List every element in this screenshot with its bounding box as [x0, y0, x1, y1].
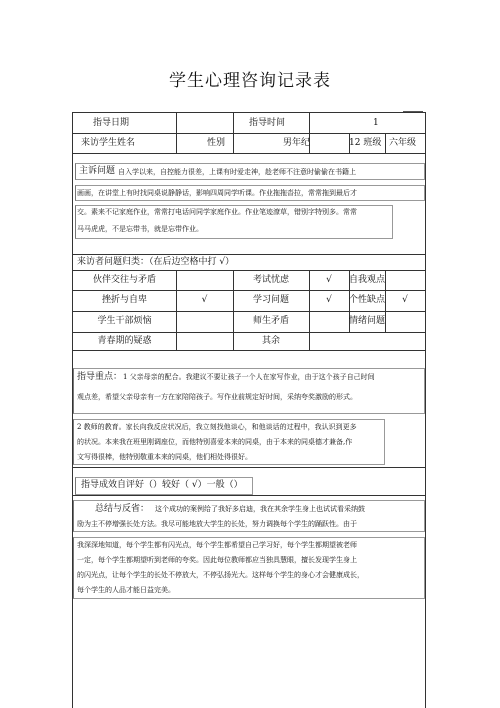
effect-self-evaluation: 指导成效自评好（）较好（ √）一般（） — [81, 480, 243, 490]
focus-line: 的状况。本来我在班里刚调座位，而他特别喜爱本来的同桌，由于本来的同桌德才兼备,作 — [77, 438, 353, 446]
summary-line: 这个成功的案例给了我好多启迪，我在其余学生身上也试试看采纳鼓 — [155, 505, 365, 513]
problem-check: √ — [201, 295, 208, 305]
class-value: 12 班级 — [349, 138, 382, 148]
col-divider — [233, 133, 234, 153]
problem-item: 考试忧虑 — [252, 275, 289, 285]
summary-line: 每个学生的人品才能日益完美。 — [77, 586, 175, 594]
summary-line: 励为主不停增强长处方法。我尽可能地放大学生的长处，努力调换每个学生的踊跃性。由于 — [77, 520, 357, 528]
problem-item: 青春期的疑惑 — [97, 336, 152, 346]
grade-value: 六年级 — [389, 138, 417, 148]
summary-line: 一定，每个学生都期望听到老师的夸奖。因此每位教师都应当独具慧眼，擅长发现学生身上 — [77, 556, 357, 564]
problem-item: 师生矛盾 — [252, 316, 289, 326]
summary-label: 总结与反省： — [95, 504, 150, 514]
guide-time-label: 指导时间 — [249, 118, 286, 128]
problem-item: 自我观点 — [349, 275, 386, 285]
guide-time-value: 1 — [373, 118, 379, 128]
record-form — [72, 112, 426, 708]
problem-item: 个性缺点 — [349, 295, 386, 305]
focus-line: 1 父亲母亲的配合。我建议不要让孩子一个人在家写作业，由于这个孩子自己时间 — [123, 373, 375, 381]
problem-item: 挫折与自卑 — [101, 295, 147, 305]
focus-line: 文写得很棒，他特别敬重本来的同桌，他们相处得很好。 — [77, 453, 252, 461]
focus-label: 指导重点： — [77, 372, 123, 382]
row-divider — [73, 133, 425, 134]
col-divider — [176, 113, 177, 133]
problem-check: √ — [402, 295, 408, 305]
problems-header: 来访者问题归类：（在后边空格中打 √） — [77, 257, 235, 267]
problem-item: 学生干部烦恼 — [97, 316, 152, 326]
problem-check: √ — [326, 295, 332, 305]
col-divider — [309, 113, 310, 133]
row-divider — [73, 270, 425, 271]
row-divider — [73, 332, 425, 333]
row-divider — [73, 495, 425, 496]
problem-item: 其余 — [261, 336, 280, 346]
row-divider — [73, 254, 425, 255]
problem-check: √ — [326, 275, 332, 285]
row-divider — [73, 290, 425, 291]
summary-line: 的闪光点，让每个学生的长处不停放大，不停弘扬光大。这样每个学生的身心才会健康成长， — [77, 571, 364, 579]
row-divider — [73, 311, 425, 312]
summary-line: 我深深地知道，每个学生都有闪光点，每个学生都希望自己学习好，每个学生都期望被老师 — [77, 541, 357, 549]
problem-item: 学习问题 — [252, 295, 289, 305]
focus-line: 观点差，希望父亲母亲有一方在家陪陪孩子。写作业前规定好时间，采纳夸奖激励的形式。 — [77, 393, 357, 401]
col-divider — [176, 270, 177, 350]
row-divider — [73, 467, 425, 468]
col-divider — [176, 133, 177, 153]
complaint-line: 自入学以来，自控能力很差，上课有时爱走神，趁老师不注意时偷偷在书籍上 — [118, 168, 356, 176]
col-divider — [233, 113, 234, 133]
col-divider — [385, 133, 386, 153]
row-divider — [73, 153, 425, 154]
page-title: 学生心理咨询记录表 — [169, 71, 331, 91]
row-divider — [73, 350, 425, 351]
complaint-line: 交。素来不记家庭作业，常常打电话问同学家庭作业。作业笔迹潦草，错别字特别多。常常 — [77, 208, 357, 216]
gender-label: 性别 — [207, 138, 226, 148]
problem-item: 伙伴交往与矛盾 — [92, 275, 156, 285]
guide-date-label: 指导日期 — [93, 118, 130, 128]
complaint-line: 马马虎虎，不是忘带书，就是忘带作业。 — [77, 225, 203, 233]
student-name-label: 来访学生姓名 — [81, 138, 136, 148]
gender-value: 男年纪 — [283, 138, 311, 148]
problem-item: 情绪问题 — [349, 316, 386, 326]
focus-line: 2 教师的教育。家长向我反应状况后，我立刻找他谈心，和他谈话的过程中，我认识到更多 — [77, 423, 357, 431]
complaint-line: 画画，在讲堂上有时找同桌说静静话，影响四周同学听课。作业拖拖沓拉，常常拖到最后才 — [77, 189, 357, 197]
complaint-label: 主诉问题 — [79, 166, 116, 176]
